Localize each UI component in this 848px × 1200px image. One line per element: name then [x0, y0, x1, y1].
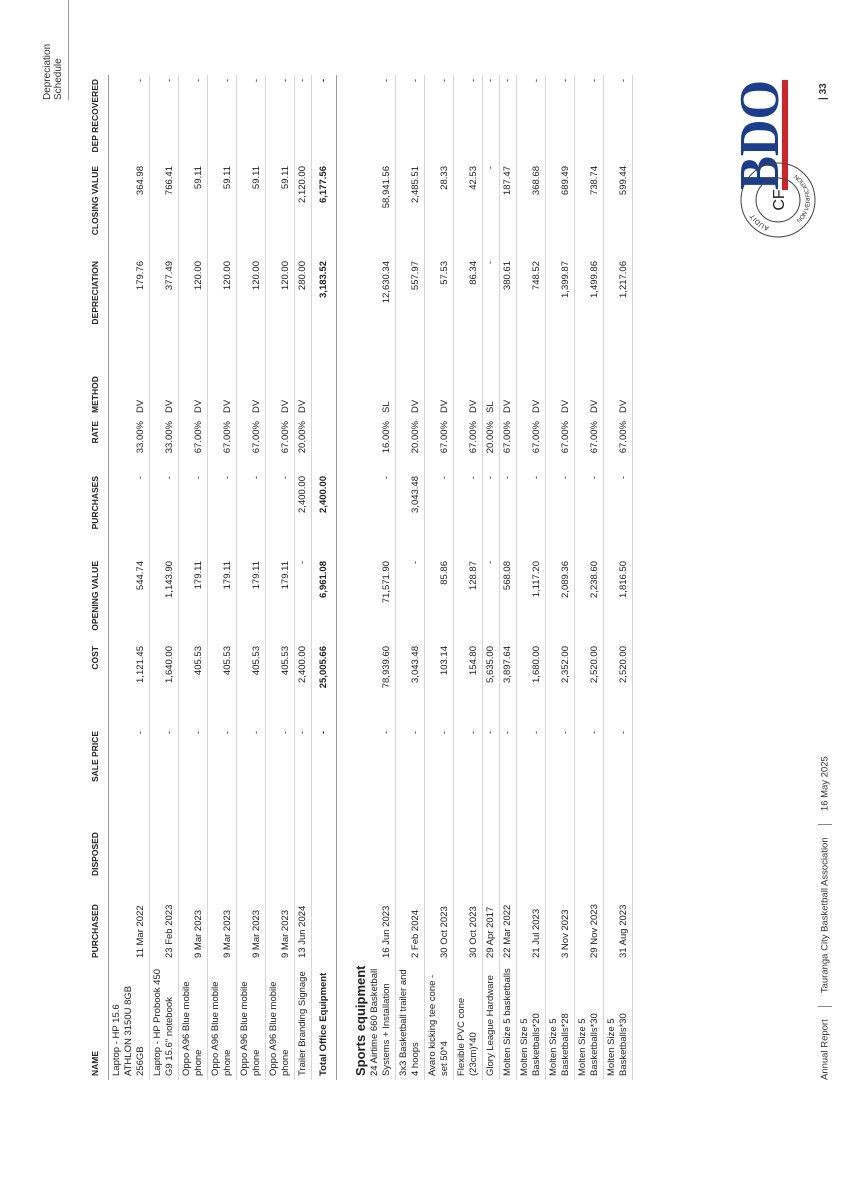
cell-closing-value: 42.53 — [454, 162, 483, 257]
cell-name: Flexible PVC cone (23cm)*40 — [454, 962, 483, 1080]
cell-sale-price: - — [266, 727, 295, 812]
cell-opening-value: 179.11 — [237, 557, 266, 642]
cell-method: DV — [179, 367, 208, 417]
cell-closing-value: 364.98 — [109, 162, 150, 257]
cell-name: Glory League Hardware — [483, 962, 500, 1080]
cell-purchases: 3,043.48 — [396, 472, 425, 557]
total-dep-recovered: - — [312, 75, 337, 162]
cell-purchased: 16 Jun 2023 — [367, 880, 396, 962]
cell-sale-price: - — [604, 727, 633, 812]
cell-dep-recovered: - — [517, 75, 546, 162]
total-name: Total Office Equipment — [312, 962, 337, 1080]
cell-closing-value: 766.41 — [150, 162, 179, 257]
cell-opening-value: 2,238.60 — [575, 557, 604, 642]
cell-rate: 20.00% — [396, 417, 425, 472]
cell-rate: 33.00% — [109, 417, 150, 472]
cell-rate: 16.00% — [367, 417, 396, 472]
cell-name: Laptop - HP Probook 450 G9 15.6" notebook — [150, 962, 179, 1080]
cell-sale-price: - — [367, 727, 396, 812]
cell-sale-price: - — [150, 727, 179, 812]
cell-opening-value: - — [483, 557, 500, 642]
table-row — [295, 75, 312, 1080]
cell-sale-price: - — [237, 727, 266, 812]
col-purchased: PURCHASED — [90, 880, 109, 962]
cell-rate: 67.00% — [425, 417, 454, 472]
page-number: | 33 — [818, 83, 829, 100]
footer-org: Tauranga City Basketball Association — [819, 837, 831, 994]
cell-purchases: - — [179, 472, 208, 557]
cell-purchases: - — [483, 472, 500, 557]
cell-rate: 33.00% — [150, 417, 179, 472]
table-row — [150, 75, 179, 1080]
cell-depreciation: 377.49 — [150, 257, 179, 367]
cell-cost: 3,043.48 — [396, 642, 425, 727]
cell-purchases: - — [208, 472, 237, 557]
cell-name: Molten Size 5 Basketballs*28 — [546, 962, 575, 1080]
cell-disposed — [500, 812, 517, 880]
cell-method: DV — [295, 367, 312, 417]
cell-cost: 405.53 — [266, 642, 295, 727]
cell-dep-recovered: - — [237, 75, 266, 162]
cell-opening-value: 1,117.20 — [517, 557, 546, 642]
cell-opening-value: 85.86 — [425, 557, 454, 642]
total-sale-price: - — [312, 727, 337, 812]
cell-method: DV — [454, 367, 483, 417]
cell-depreciation: 1,217.06 — [604, 257, 633, 367]
cell-cost: 1,680.00 — [517, 642, 546, 727]
cell-depreciation: 1,499.86 — [575, 257, 604, 367]
cell-disposed — [237, 812, 266, 880]
total-closing-value: 6,177.56 — [312, 162, 337, 257]
cell-method: DV — [208, 367, 237, 417]
cell-disposed — [266, 812, 295, 880]
cell-disposed — [425, 812, 454, 880]
cell-method: DV — [500, 367, 517, 417]
cell-closing-value: 59.11 — [237, 162, 266, 257]
cell-purchased: 9 Mar 2023 — [237, 880, 266, 962]
cell-purchases: - — [109, 472, 150, 557]
table-row — [517, 75, 546, 1080]
total-opening-value: 6,961.08 — [312, 557, 337, 642]
cell-purchases: - — [575, 472, 604, 557]
cell-method: DV — [425, 367, 454, 417]
cell-rate: 67.00% — [546, 417, 575, 472]
cell-disposed — [575, 812, 604, 880]
cell-depreciation: 120.00 — [208, 257, 237, 367]
cell-rate: 67.00% — [500, 417, 517, 472]
cell-name: Trailer Branding Signage — [295, 962, 312, 1080]
cell-dep-recovered: - — [454, 75, 483, 162]
cell-dep-recovered: - — [295, 75, 312, 162]
cell-method: SL — [367, 367, 396, 417]
cell-dep-recovered: - — [425, 75, 454, 162]
cell-rate: 67.00% — [179, 417, 208, 472]
cell-opening-value: 71,571.90 — [367, 557, 396, 642]
cell-dep-recovered: - — [396, 75, 425, 162]
cell-purchases: - — [266, 472, 295, 557]
footer — [818, 756, 832, 1080]
cell-sale-price: - — [109, 727, 150, 812]
cell-dep-recovered: - — [575, 75, 604, 162]
cell-disposed — [295, 812, 312, 880]
cell-sale-price: - — [546, 727, 575, 812]
cell-closing-value: 2,120.00 — [295, 162, 312, 257]
cell-method: DV — [604, 367, 633, 417]
cell-rate: 20.00% — [295, 417, 312, 472]
cell-disposed — [367, 812, 396, 880]
cell-purchased: 31 Aug 2023 — [604, 880, 633, 962]
cell-sale-price: - — [396, 727, 425, 812]
col-disposed: DISPOSED — [90, 812, 109, 880]
cell-purchased: 29 Apr 2017 — [483, 880, 500, 962]
table-row — [208, 75, 237, 1080]
cell-disposed — [517, 812, 546, 880]
cell-opening-value: 1,143.90 — [150, 557, 179, 642]
table-row — [425, 75, 454, 1080]
cell-depreciation: 86.34 — [454, 257, 483, 367]
cell-closing-value: 58,941.56 — [367, 162, 396, 257]
cell-method: DV — [237, 367, 266, 417]
cell-opening-value: 128.87 — [454, 557, 483, 642]
table-row — [237, 75, 266, 1080]
table-row — [367, 75, 396, 1080]
office-equipment-rows — [109, 75, 312, 1080]
cell-purchased: 23 Feb 2023 — [150, 880, 179, 962]
cell-closing-value: 2,485.51 — [396, 162, 425, 257]
col-rate: RATE — [90, 417, 109, 472]
cell-opening-value: 568.08 — [500, 557, 517, 642]
cell-depreciation: - — [483, 257, 500, 367]
cell-closing-value: - — [483, 162, 500, 257]
cell-depreciation: 380.61 — [500, 257, 517, 367]
cell-opening-value: 179.11 — [208, 557, 237, 642]
table-row — [483, 75, 500, 1080]
cell-closing-value: 599.44 — [604, 162, 633, 257]
audit-stamp — [738, 160, 818, 240]
cell-dep-recovered: - — [266, 75, 295, 162]
cell-purchased: 2 Feb 2024 — [396, 880, 425, 962]
cell-rate: 67.00% — [517, 417, 546, 472]
cell-cost: 2,352.00 — [546, 642, 575, 727]
cell-cost: 5,635.00 — [483, 642, 500, 727]
cell-dep-recovered: - — [150, 75, 179, 162]
cell-opening-value: 179.11 — [266, 557, 295, 642]
col-purchases: PURCHASES — [90, 472, 109, 557]
cell-cost: 2,400.00 — [295, 642, 312, 727]
header-row — [90, 75, 109, 1080]
cell-method: DV — [546, 367, 575, 417]
table-row — [454, 75, 483, 1080]
cell-purchases: - — [454, 472, 483, 557]
cell-method: DV — [109, 367, 150, 417]
col-name: NAME — [90, 962, 109, 1080]
cell-dep-recovered: - — [367, 75, 396, 162]
cell-name: Laptop - HP 15.6 ATHLON 3150U 8GB 256GB — [109, 962, 150, 1080]
cell-cost: 2,520.00 — [604, 642, 633, 727]
cell-depreciation: 280.00 — [295, 257, 312, 367]
cell-cost: 1,640.00 — [150, 642, 179, 727]
table-row — [546, 75, 575, 1080]
cell-cost: 154.80 — [454, 642, 483, 727]
sports-heading: Sports equipment — [353, 965, 368, 1076]
footer-separator — [818, 1006, 832, 1007]
cell-cost: 78,939.60 — [367, 642, 396, 727]
col-method: METHOD — [90, 367, 109, 417]
cell-opening-value: - — [295, 557, 312, 642]
cell-sale-price: - — [517, 727, 546, 812]
svg-text:AUDIT — [749, 212, 770, 231]
cell-opening-value: - — [396, 557, 425, 642]
cell-purchased: 9 Mar 2023 — [266, 880, 295, 962]
cell-name: Molten Size 5 Basketballs*30 — [604, 962, 633, 1080]
cell-purchases: - — [425, 472, 454, 557]
table-row — [396, 75, 425, 1080]
cell-rate: 67.00% — [237, 417, 266, 472]
cell-cost: 3,897.64 — [500, 642, 517, 727]
cell-rate: 67.00% — [604, 417, 633, 472]
sports-heading-row — [337, 75, 368, 1080]
cell-sale-price: - — [179, 727, 208, 812]
cell-depreciation: 12,630.34 — [367, 257, 396, 367]
cell-cost: 1,121.45 — [109, 642, 150, 727]
col-dep-recovered: DEP RECOVERED — [90, 75, 109, 162]
cell-method: SL — [483, 367, 500, 417]
cell-opening-value: 544.74 — [109, 557, 150, 642]
cell-disposed — [150, 812, 179, 880]
cell-rate: 67.00% — [575, 417, 604, 472]
cell-closing-value: 187.47 — [500, 162, 517, 257]
cell-closing-value: 738.74 — [575, 162, 604, 257]
cell-depreciation: 120.00 — [179, 257, 208, 367]
cell-cost: 103.14 — [425, 642, 454, 727]
table-row — [575, 75, 604, 1080]
cell-purchases: 2,400.00 — [295, 472, 312, 557]
cell-purchases: - — [604, 472, 633, 557]
cell-method: DV — [575, 367, 604, 417]
cell-closing-value: 59.11 — [208, 162, 237, 257]
cell-purchased: 9 Mar 2023 — [179, 880, 208, 962]
cell-disposed — [454, 812, 483, 880]
cell-opening-value: 179.11 — [179, 557, 208, 642]
table-row — [179, 75, 208, 1080]
cell-opening-value: 2,089.36 — [546, 557, 575, 642]
cell-depreciation: 557.97 — [396, 257, 425, 367]
cell-dep-recovered: - — [179, 75, 208, 162]
col-cost: COST — [90, 642, 109, 727]
cell-closing-value: 28.33 — [425, 162, 454, 257]
cell-name: Avaro kicking tee cone - set 50*4 — [425, 962, 454, 1080]
total-purchases: 2,400.00 — [312, 472, 337, 557]
stamp-bottom-text: NON VERIFICATION — [793, 172, 813, 225]
table-row — [266, 75, 295, 1080]
cell-disposed — [604, 812, 633, 880]
cell-method: DV — [266, 367, 295, 417]
cell-depreciation: 120.00 — [237, 257, 266, 367]
cell-cost: 2,520.00 — [575, 642, 604, 727]
cell-depreciation: 57.53 — [425, 257, 454, 367]
cell-dep-recovered: - — [483, 75, 500, 162]
table-row — [604, 75, 633, 1080]
cell-name: Oppo A96 Blue mobile phone — [179, 962, 208, 1080]
stamp-center-text: CF — [771, 189, 788, 211]
cell-depreciation: 1,399.87 — [546, 257, 575, 367]
cell-name: Oppo A96 Blue mobile phone — [266, 962, 295, 1080]
cell-dep-recovered: - — [109, 75, 150, 162]
cell-purchased: 29 Nov 2023 — [575, 880, 604, 962]
footer-report: Annual Report — [819, 1019, 831, 1080]
cell-method: DV — [150, 367, 179, 417]
cell-name: 3x3 Basketball trailer and 4 hoops — [396, 962, 425, 1080]
cell-purchases: - — [237, 472, 266, 557]
sports-equipment-rows — [367, 75, 633, 1080]
cell-cost: 405.53 — [208, 642, 237, 727]
office-total-row — [312, 75, 337, 1080]
total-cost: 25,005.66 — [312, 642, 337, 727]
total-depreciation: 3,183.52 — [312, 257, 337, 367]
cell-disposed — [109, 812, 150, 880]
section-title: Depreciation Schedule — [42, 0, 64, 100]
cell-depreciation: 120.00 — [266, 257, 295, 367]
logo-text: BDO — [729, 68, 791, 190]
cell-closing-value: 59.11 — [266, 162, 295, 257]
table-row — [500, 75, 517, 1080]
cell-disposed — [208, 812, 237, 880]
table-row — [109, 75, 150, 1080]
cell-name: Oppo A96 Blue mobile phone — [237, 962, 266, 1080]
cell-purchases: - — [546, 472, 575, 557]
cell-purchased: 21 Jul 2023 — [517, 880, 546, 962]
cell-rate: 67.00% — [454, 417, 483, 472]
cell-dep-recovered: - — [500, 75, 517, 162]
cell-name: Molten Size 5 Basketballs*30 — [575, 962, 604, 1080]
cell-sale-price: - — [500, 727, 517, 812]
cell-method: DV — [396, 367, 425, 417]
cell-name: Oppo A96 Blue mobile phone — [208, 962, 237, 1080]
cell-sale-price: - — [483, 727, 500, 812]
cell-closing-value: 689.49 — [546, 162, 575, 257]
cell-method: DV — [517, 367, 546, 417]
cell-opening-value: 1,816.50 — [604, 557, 633, 642]
col-depreciation: DEPRECIATION — [90, 257, 109, 367]
footer-date: 16 May 2025 — [819, 756, 831, 812]
cell-name: 24 Airtime 660 Basketball Systems + Installation — [367, 962, 396, 1080]
cell-closing-value: 59.11 — [179, 162, 208, 257]
cell-sale-price: - — [425, 727, 454, 812]
cell-purchases: - — [500, 472, 517, 557]
cell-sale-price: - — [454, 727, 483, 812]
col-opening-value: OPENING VALUE — [90, 557, 109, 642]
cell-name: Molten Size 5 Basketballs*20 — [517, 962, 546, 1080]
cell-purchases: - — [150, 472, 179, 557]
cell-cost: 405.53 — [237, 642, 266, 727]
depreciation-table — [90, 75, 633, 1080]
cell-depreciation: 179.76 — [109, 257, 150, 367]
cell-disposed — [179, 812, 208, 880]
col-sale-price: SALE PRICE — [90, 727, 109, 812]
cell-purchased: 30 Oct 2023 — [425, 880, 454, 962]
footer-separator — [818, 824, 832, 825]
cell-purchases: - — [367, 472, 396, 557]
cell-purchased: 11 Mar 2022 — [109, 880, 150, 962]
cell-purchases: - — [517, 472, 546, 557]
col-closing-value: CLOSING VALUE — [90, 162, 109, 257]
cell-purchased: 3 Nov 2023 — [546, 880, 575, 962]
cell-purchased: 22 Mar 2022 — [500, 880, 517, 962]
cell-disposed — [546, 812, 575, 880]
cell-purchased: 9 Mar 2023 — [208, 880, 237, 962]
cell-name: Molten Size 5 basketballs — [500, 962, 517, 1080]
cell-sale-price: - — [575, 727, 604, 812]
cell-purchased: 13 Jun 2024 — [295, 880, 312, 962]
cell-purchased: 30 Oct 2023 — [454, 880, 483, 962]
cell-depreciation: 748.52 — [517, 257, 546, 367]
cell-rate: 20.00% — [483, 417, 500, 472]
cell-dep-recovered: - — [208, 75, 237, 162]
cell-closing-value: 368.68 — [517, 162, 546, 257]
cell-sale-price: - — [295, 727, 312, 812]
cell-dep-recovered: - — [604, 75, 633, 162]
cell-rate: 67.00% — [208, 417, 237, 472]
cell-disposed — [396, 812, 425, 880]
cell-sale-price: - — [208, 727, 237, 812]
cell-dep-recovered: - — [546, 75, 575, 162]
cell-cost: 405.53 — [179, 642, 208, 727]
cell-rate: 67.00% — [266, 417, 295, 472]
cell-disposed — [483, 812, 500, 880]
stamp-top-text: AUDIT — [749, 212, 771, 232]
